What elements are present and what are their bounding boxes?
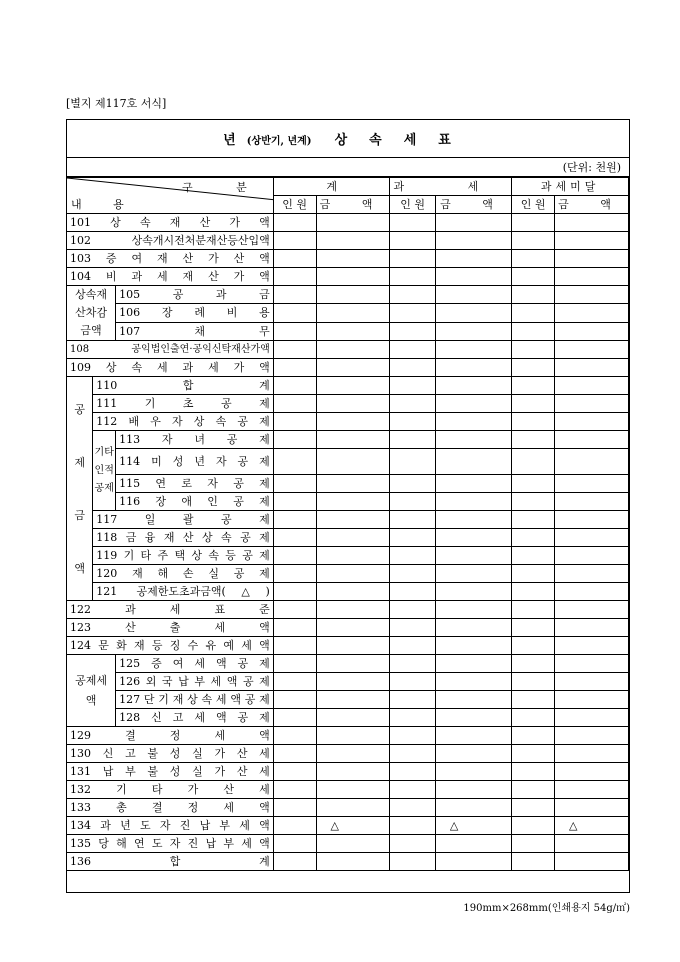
header-group-taxed: 과 세 bbox=[390, 178, 512, 196]
triangle-mark: △ bbox=[435, 817, 511, 835]
header-naeyong: 내 용 bbox=[71, 198, 138, 211]
table-row bbox=[67, 286, 629, 304]
row-label: 109 상 속 세 과 세 가 액 bbox=[67, 359, 274, 377]
table-row bbox=[67, 619, 629, 637]
sub-header-amount: 금 액 bbox=[435, 196, 511, 214]
table-row bbox=[67, 493, 629, 511]
table-row bbox=[67, 268, 629, 286]
row-label: 102 상속개시전처분재산등산입액 bbox=[67, 232, 274, 250]
group-char: 금 bbox=[74, 508, 85, 522]
row-label: 136 합 계 bbox=[67, 853, 274, 871]
table-row bbox=[67, 413, 629, 431]
triangle-mark: △ bbox=[554, 817, 628, 835]
row-label: 115 연 로 자 공 제 bbox=[116, 475, 274, 493]
table-row bbox=[67, 565, 629, 583]
table-row bbox=[67, 655, 629, 673]
row-label: 119 기 타 주 택 상 속 등 공 제 bbox=[93, 547, 274, 565]
group-char: 액 bbox=[74, 561, 85, 575]
table-row bbox=[67, 673, 629, 691]
row-label: 120 재 해 손 실 공 제 bbox=[93, 565, 274, 583]
table-row bbox=[67, 781, 629, 799]
row-label: 111 기 초 공 제 bbox=[93, 395, 274, 413]
group-label-gongje bbox=[67, 377, 93, 601]
table-row bbox=[67, 727, 629, 745]
unit-label: (단위: 천원) bbox=[562, 161, 621, 174]
form-container bbox=[66, 119, 630, 893]
sub-header-count: 인 원 bbox=[273, 196, 316, 214]
title-year: 년 bbox=[223, 133, 236, 148]
group-label-credit: 공제세액 bbox=[67, 655, 116, 727]
table-row bbox=[67, 745, 629, 763]
table-row bbox=[67, 511, 629, 529]
table-row bbox=[67, 799, 629, 817]
sub-header-count: 인 원 bbox=[512, 196, 555, 214]
table-row bbox=[67, 601, 629, 619]
row-label: 133 총 결 정 세 액 bbox=[67, 799, 274, 817]
table-row bbox=[67, 232, 629, 250]
row-label: 116 장 애 인 공 제 bbox=[116, 493, 274, 511]
row-label: 114 미 성 년 자 공 제 bbox=[116, 449, 274, 475]
header-gubun: 구 분 bbox=[182, 181, 267, 194]
table-row bbox=[67, 637, 629, 655]
group-label-deduction: 상속재산차감금액 bbox=[67, 286, 116, 341]
sub-header-amount: 금 액 bbox=[554, 196, 628, 214]
row-label: 117 일 괄 공 제 bbox=[93, 511, 274, 529]
table-row bbox=[67, 377, 629, 395]
table-row bbox=[67, 583, 629, 601]
row-label: 135 당 해 연 도 자 진 납 부 세 액 bbox=[67, 835, 274, 853]
group-label-other-personal: 기타인적공제 bbox=[93, 431, 116, 511]
table-row bbox=[67, 709, 629, 727]
form-title bbox=[67, 120, 629, 158]
table-row bbox=[67, 395, 629, 413]
form-number-label: [별지 제117호 서식] bbox=[66, 97, 167, 110]
table-row bbox=[67, 817, 629, 835]
table-row bbox=[67, 304, 629, 322]
title-main: 상속세표 bbox=[334, 133, 473, 148]
row-label: 107 채 무 bbox=[116, 322, 274, 340]
tax-table bbox=[67, 178, 629, 871]
table-row bbox=[67, 322, 629, 340]
row-label: 126 외 국 납 부 세 액 공 제 bbox=[116, 673, 274, 691]
row-label: 103 증 여 재 산 가 산 액 bbox=[67, 250, 274, 268]
table-row bbox=[67, 529, 629, 547]
row-label: 104 비 과 세 재 산 가 액 bbox=[67, 268, 274, 286]
table-row bbox=[67, 691, 629, 709]
row-label: 110 합 계 bbox=[93, 377, 274, 395]
table-row bbox=[67, 449, 629, 475]
table-row bbox=[67, 214, 629, 232]
row-label: 123 산 출 세 액 bbox=[67, 619, 274, 637]
row-label: 113 자 녀 공 제 bbox=[116, 431, 274, 449]
header-group-untaxed: 과세미달 bbox=[512, 178, 629, 196]
table-row bbox=[67, 835, 629, 853]
row-label: 130 신 고 불 성 실 가 산 세 bbox=[67, 745, 274, 763]
row-label: 108 공익법인출연·공익신탁재산가액 bbox=[67, 341, 274, 359]
row-label: 131 납 부 불 성 실 가 산 세 bbox=[67, 763, 274, 781]
row-label: 124 문 화 재 등 징 수 유 예 세 액 bbox=[67, 637, 274, 655]
group-char: 제 bbox=[74, 455, 85, 469]
group-char: 공 bbox=[74, 402, 85, 416]
row-label: 106 장 례 비 용 bbox=[116, 304, 274, 322]
row-label: 105 공 과 금 bbox=[116, 286, 274, 304]
row-label: 118 금 융 재 산 상 속 공 제 bbox=[93, 529, 274, 547]
header-group-total: 계 bbox=[273, 178, 390, 196]
row-label: 125 증 여 세 액 공 제 bbox=[116, 655, 274, 673]
unit-row bbox=[67, 157, 629, 177]
table-row bbox=[67, 475, 629, 493]
row-label: 101 상 속 재 산 가 액 bbox=[67, 214, 274, 232]
table-row bbox=[67, 250, 629, 268]
paper-size-footnote: 190mm×268mm(인쇄용지 54g/㎡) bbox=[463, 903, 630, 914]
header-diagonal-cell bbox=[67, 178, 274, 214]
sub-header-amount: 금 액 bbox=[316, 196, 390, 214]
row-label: 128 신 고 세 액 공 제 bbox=[116, 709, 274, 727]
sub-header-count: 인 원 bbox=[390, 196, 435, 214]
row-label: 127 단 기 재 상 속 세 액 공 제 bbox=[116, 691, 274, 709]
row-label: 121 공제한도초과금액(△) bbox=[93, 583, 274, 601]
table-row bbox=[67, 341, 629, 359]
row-label: 132 기 타 가 산 세 bbox=[67, 781, 274, 799]
row-label: 129 결 정 세 액 bbox=[67, 727, 274, 745]
table-row bbox=[67, 763, 629, 781]
row-label: 112 배 우 자 상 속 공 제 bbox=[93, 413, 274, 431]
table-row bbox=[67, 853, 629, 871]
row-label: 122 과 세 표 준 bbox=[67, 601, 274, 619]
triangle-mark: △ bbox=[316, 817, 390, 835]
table-row bbox=[67, 431, 629, 449]
row-label: 134 과 년 도 자 진 납 부 세 액 bbox=[67, 817, 274, 835]
table-row bbox=[67, 547, 629, 565]
table-row bbox=[67, 359, 629, 377]
title-period: (상반기, 년계) bbox=[246, 136, 312, 147]
